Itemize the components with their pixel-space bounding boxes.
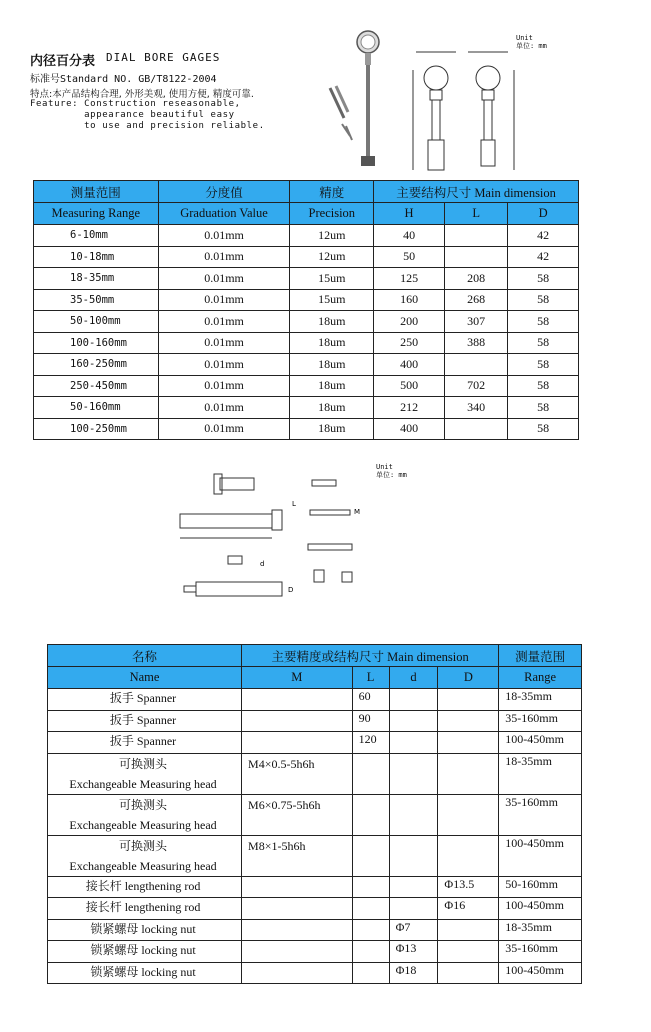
table-row: 35-50mm 0.01mm 15um 160 268 58	[34, 289, 579, 311]
col-prec-cn: 精度	[290, 181, 374, 203]
title-cn: 内径百分表	[30, 54, 96, 69]
col-range-en: Range	[499, 667, 582, 689]
table-row: 100-160mm 0.01mm 18um 250 388 58	[34, 332, 579, 354]
col-name-cn: 名称	[48, 645, 242, 667]
feature-en: Feature: Construction reseasonable, appearance beautiful easy to use and precision reliable.	[30, 99, 265, 131]
table-row: 160-250mm 0.01mm 18um 400 58	[34, 354, 579, 376]
col-h: H	[374, 203, 445, 225]
gage-technical-drawing	[408, 40, 553, 180]
col-name-en: Name	[48, 667, 242, 689]
table-row: 扳手 Spanner 90 35-160mm	[48, 710, 582, 732]
table-row: 扳手 Spanner 60 18-35mm	[48, 689, 582, 711]
table-row: 50-100mm 0.01mm 18um 200 307 58	[34, 311, 579, 333]
table-row: 锁紧螺母 locking nut Φ13 35-160mm	[48, 941, 582, 963]
col-grad-en: Graduation Value	[158, 203, 290, 225]
col-d: D	[508, 203, 579, 225]
label-d-small: d	[260, 560, 265, 568]
accessories-spec-table	[47, 644, 582, 984]
table-row: 接长杆 lengthening rod Φ13.5 50-160mm	[48, 876, 582, 898]
table-row: 10-18mm 0.01mm 12um 50 42	[34, 246, 579, 268]
label-m: M	[354, 508, 361, 516]
feature-cn: 特点:本产品结构合理, 外形美观, 使用方便, 精度可靠.	[30, 89, 254, 100]
dial-bore-gage-photo	[320, 28, 390, 178]
col-d-big: D	[438, 667, 499, 689]
table-row: 锁紧螺母 locking nut Φ7 18-35mm	[48, 919, 582, 941]
table-row: 可换测头 Exchangeable Measuring head M8×1-5h6h 100-450mm	[48, 835, 582, 876]
table-row: 接长杆 lengthening rod Φ16 100-450mm	[48, 898, 582, 920]
table-row: 18-35mm 0.01mm 15um 125 208 58	[34, 268, 579, 290]
col-main-dimension: 主要精度或结构尺寸 Main dimension	[242, 645, 499, 667]
title-en: DIAL BORE GAGES	[106, 51, 221, 64]
col-d-small: d	[389, 667, 438, 689]
table-row: 锁紧螺母 locking nut Φ18 100-450mm	[48, 962, 582, 984]
accessories-technical-drawing	[172, 470, 372, 600]
dial-bore-gage-spec-table	[33, 180, 579, 440]
unit-label-accessories: Unit 单位: mm	[376, 463, 407, 479]
table-row: 100-250mm 0.01mm 18um 400 58	[34, 418, 579, 440]
table-row: 250-450mm 0.01mm 18um 500 702 58	[34, 375, 579, 397]
col-range-cn: 测量范围	[499, 645, 582, 667]
col-l: L	[352, 667, 389, 689]
col-range-cn: 测量范围	[34, 181, 159, 203]
col-grad-cn: 分度值	[158, 181, 290, 203]
col-l: L	[445, 203, 508, 225]
table-row: 6-10mm 0.01mm 12um 40 42	[34, 225, 579, 247]
col-m: M	[242, 667, 353, 689]
label-l: L	[292, 500, 296, 508]
unit-label-top: Unit 单位: mm	[516, 34, 547, 50]
table-row: 50-160mm 0.01mm 18um 212 340 58	[34, 397, 579, 419]
col-main-dimension: 主要结构尺寸 Main dimension	[374, 181, 579, 203]
label-d-big: D	[288, 586, 294, 594]
col-range-en: Measuring Range	[34, 203, 159, 225]
standard-number: 标准号Standard NO. GB/T8122-2004	[30, 74, 217, 85]
table-row: 可换测头 Exchangeable Measuring head M6×0.75-5h6h 35-160mm	[48, 794, 582, 835]
col-prec-en: Precision	[290, 203, 374, 225]
table-row: 可换测头 Exchangeable Measuring head M4×0.5-5h6h 18-35mm	[48, 753, 582, 794]
table-row: 扳手 Spanner 120 100-450mm	[48, 732, 582, 754]
